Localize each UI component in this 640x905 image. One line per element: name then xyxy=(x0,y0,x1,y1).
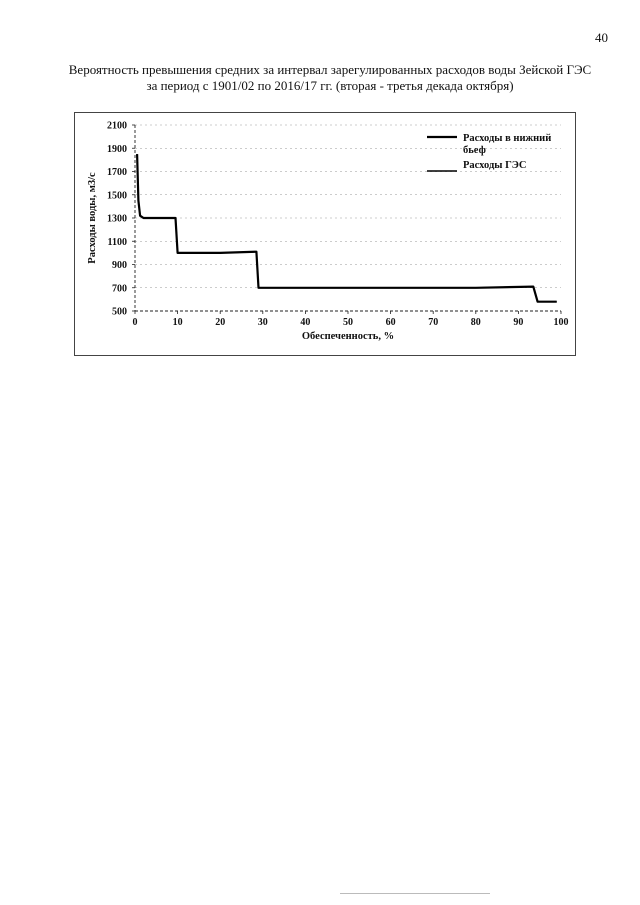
legend xyxy=(427,133,551,171)
x-tick-label-30: 30 xyxy=(257,317,268,328)
legend-label-1-cont: бьеф xyxy=(463,145,486,156)
y-tick-label-1100: 1100 xyxy=(107,236,127,248)
page-number: 40 xyxy=(595,30,608,45)
footer-rule xyxy=(340,893,490,894)
y-tick-label-1300: 1300 xyxy=(107,213,127,225)
x-tick-label-40: 40 xyxy=(300,317,311,328)
chart-title-block xyxy=(40,62,620,94)
y-tick-label-2100: 2100 xyxy=(107,120,127,132)
x-tick-label-70: 70 xyxy=(428,317,439,328)
x-tick-label-0: 0 xyxy=(132,317,138,328)
chart-frame xyxy=(74,112,576,356)
y-tick-label-1900: 1900 xyxy=(107,143,127,155)
y-axis-title: Расходы воды, м3/с xyxy=(87,172,98,264)
x-tick-label-60: 60 xyxy=(385,317,396,328)
data-series xyxy=(137,154,557,302)
x-tick-label-90: 90 xyxy=(513,317,524,328)
legend-label-2: Расходы ГЭС xyxy=(463,160,527,171)
x-tick-label-80: 80 xyxy=(470,317,481,328)
line-chart xyxy=(75,113,575,355)
y-tick-label-900: 900 xyxy=(112,260,127,271)
x-tick-label-10: 10 xyxy=(172,317,183,328)
chart-title-line-2: за период с 1901/02 по 2016/17 гг. (вторая - третья декада октября) xyxy=(146,78,514,93)
series-line-2 xyxy=(137,154,557,302)
x-axis-title: Обеспеченность, % xyxy=(301,331,395,342)
x-tick-label-50: 50 xyxy=(343,317,353,328)
axes xyxy=(132,125,561,314)
x-tick-label-100: 100 xyxy=(553,317,569,328)
grid-lines xyxy=(135,125,561,288)
chart-title-line-1: Вероятность превышения средних за интервал зарегулированных расходов воды Зейской ГЭС xyxy=(68,62,592,77)
y-tick-label-1700: 1700 xyxy=(107,167,127,178)
x-tick-label-20: 20 xyxy=(215,317,226,328)
y-tick-label-700: 700 xyxy=(112,283,127,295)
legend-label-1: Расходы в нижний xyxy=(463,133,552,144)
series-line-1 xyxy=(137,154,557,302)
y-tick-label-1500: 1500 xyxy=(107,190,127,202)
y-tick-label-500: 500 xyxy=(112,306,127,318)
